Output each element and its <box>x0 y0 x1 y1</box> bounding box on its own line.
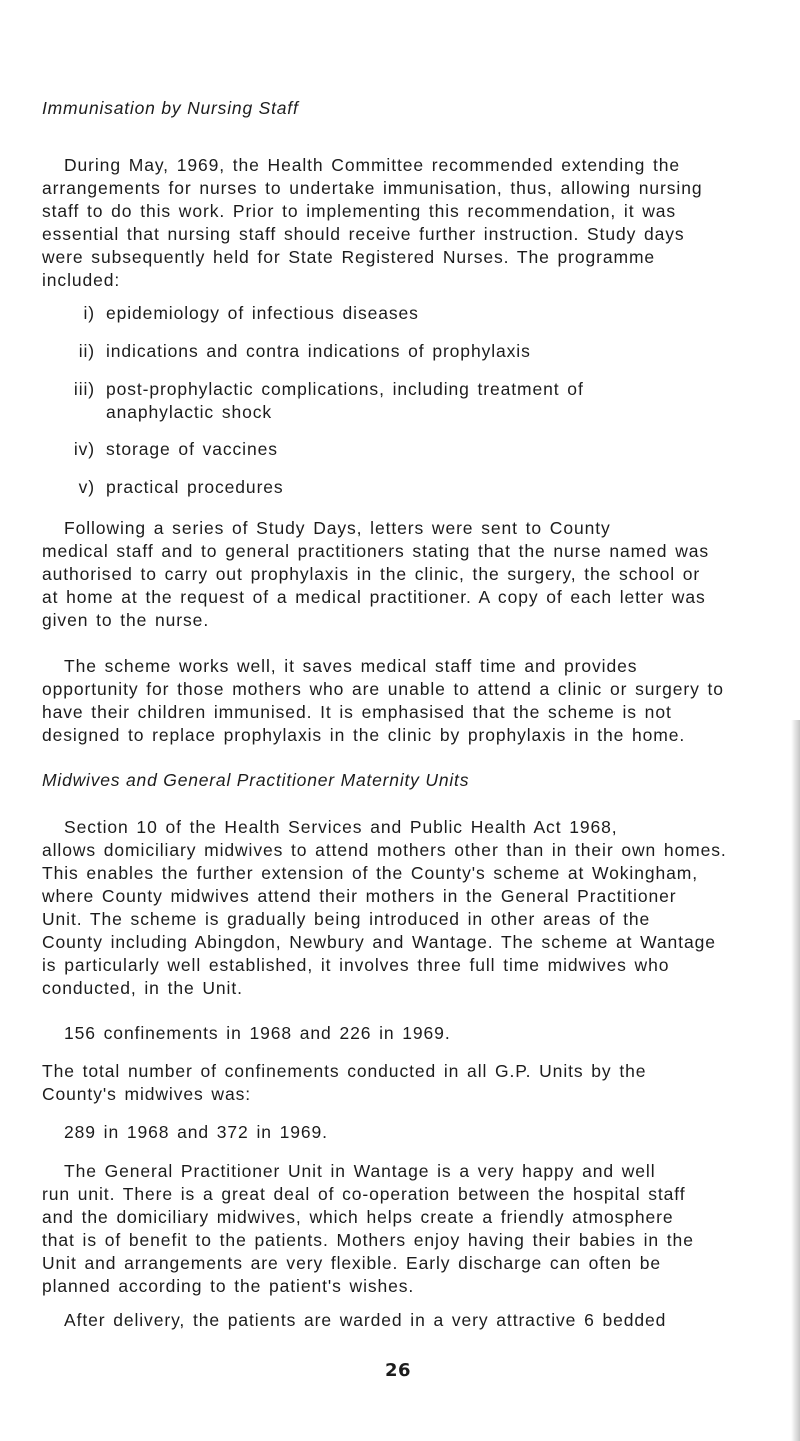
text-line: planned according to the patient's wishes. <box>42 1276 415 1296</box>
paragraph-immunisation-intro <box>42 154 792 292</box>
paragraph-scheme-works <box>42 655 792 747</box>
text-line: allows domiciliary midwives to attend mothers other than in their own homes. <box>42 840 727 860</box>
page-number: 26 <box>385 1360 412 1381</box>
text-line: County including Abingdon, Newbury and Wantage. The scheme at Wantage <box>42 932 716 952</box>
text-line: opportunity for those mothers who are unable to attend a clinic or surgery to <box>42 679 724 699</box>
paragraph-wantage-unit <box>42 1160 792 1298</box>
paragraph-section-10 <box>42 816 792 1000</box>
text-line: run unit. There is a great deal of co-operation between the hospital staff <box>42 1184 686 1204</box>
list-item-number: v) <box>78 477 95 497</box>
text-line: is particularly well established, it involves three full time midwives who <box>42 955 670 975</box>
list-item-number: ii) <box>78 341 95 361</box>
text-line: Following a series of Study Days, letters were sent to County <box>64 518 611 538</box>
text-line: During May, 1969, the Health Committee recommended extending the <box>64 155 681 175</box>
text-line: The General Practitioner Unit in Wantage is a very happy and well <box>64 1161 656 1181</box>
paragraph-total-confinements <box>42 1060 792 1106</box>
text-line: essential that nursing staff should receive further instruction. Study days <box>42 224 685 244</box>
text-line: have their children immunised. It is emphasised that the scheme is not <box>42 702 672 722</box>
text-line: Section 10 of the Health Services and Public Health Act 1968, <box>64 817 618 837</box>
list-item-number: iv) <box>73 439 95 459</box>
text-line: Unit and arrangements are very flexible. Early discharge can often be <box>42 1253 662 1273</box>
paragraph-after-delivery <box>42 1309 792 1332</box>
text-line: were subsequently held for State Registered Nurses. The programme <box>42 247 656 267</box>
text-line: medical staff and to general practitioners stating that the nurse named was <box>42 541 710 561</box>
list-item-text: anaphylactic shock <box>106 402 273 422</box>
text-line: staff to do this work. Prior to implementing this recommendation, it was <box>42 201 677 221</box>
section-heading-midwives: Midwives and General Practitioner Maternity Units <box>42 770 470 790</box>
text-line: Unit. The scheme is gradually being introduced in other areas of the <box>42 909 651 929</box>
paragraph-study-days <box>42 517 792 632</box>
statistic-total-confinements: 289 in 1968 and 372 in 1969. <box>64 1122 328 1142</box>
text-line: where County midwives attend their mothers in the General Practitioner <box>42 886 677 906</box>
text-line: at home at the request of a medical practitioner. A copy of each letter was <box>42 587 706 607</box>
text-line: authorised to carry out prophylaxis in the clinic, the surgery, the school or <box>42 564 701 584</box>
text-line: The scheme works well, it saves medical staff time and provides <box>64 656 638 676</box>
list-item-text: epidemiology of infectious diseases <box>106 303 419 323</box>
text-line: County's midwives was: <box>42 1084 252 1104</box>
text-line: given to the nurse. <box>42 610 210 630</box>
text-line: This enables the further extension of the County's scheme at Wokingham, <box>42 863 698 883</box>
section-heading-immunisation: Immunisation by Nursing Staff <box>42 98 299 118</box>
list-item-number: iii) <box>73 379 95 399</box>
list-item-text: practical procedures <box>106 477 284 497</box>
text-line: designed to replace prophylaxis in the clinic by prophylaxis in the home. <box>42 725 686 745</box>
list-item-text: indications and contra indications of prophylaxis <box>106 341 531 361</box>
list-item-number: i) <box>83 303 95 323</box>
scan-edge-shadow <box>791 720 800 1441</box>
text-line: The total number of confinements conducted in all G.P. Units by the <box>42 1061 647 1081</box>
statistic-wantage-confinements: 156 confinements in 1968 and 226 in 1969. <box>64 1023 451 1043</box>
list-item-text: storage of vaccines <box>106 439 278 459</box>
text-line: that is of benefit to the patients. Mothers enjoy having their babies in the <box>42 1230 694 1250</box>
text-line: conducted, in the Unit. <box>42 978 243 998</box>
text-line: After delivery, the patients are warded in a very attractive 6 bedded <box>64 1310 667 1330</box>
text-line: included: <box>42 270 121 290</box>
text-line: and the domiciliary midwives, which helps create a friendly atmosphere <box>42 1207 674 1227</box>
list-item-text: post-prophylactic complications, including treatment of <box>106 379 584 399</box>
text-line: arrangements for nurses to undertake immunisation, thus, allowing nursing <box>42 178 703 198</box>
